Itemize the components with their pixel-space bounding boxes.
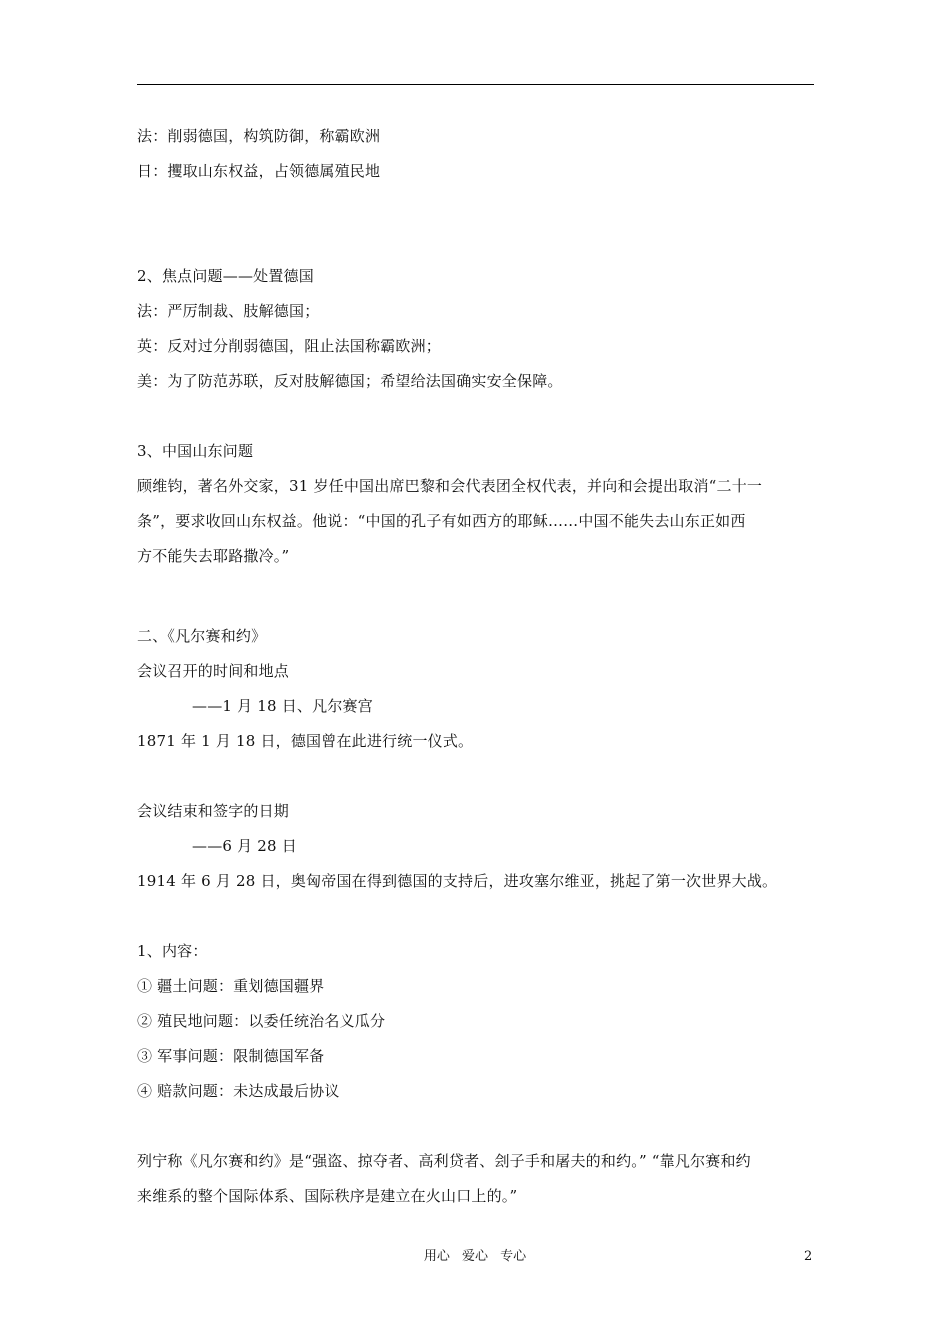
paragraph-line: 列宁称《凡尔赛和约》是“强盗、掠夺者、高利贷者、刽子手和屠夫的和约。” “靠凡尔赛和约 <box>137 1152 751 1170</box>
header-rule <box>137 84 814 85</box>
list-item: ② 殖民地问题：以委任统治名义瓜分 <box>137 1012 386 1030</box>
paragraph-line: 1871 年 1 月 18 日，德国曾在此进行统一仪式。 <box>137 732 474 750</box>
section-heading: 二、《凡尔赛和约》 <box>137 627 267 645</box>
section-heading: 2、焦点问题——处置德国 <box>137 267 314 285</box>
paragraph-line: 法：严厉制裁、肢解德国； <box>137 302 320 320</box>
paragraph-line: 方不能失去耶路撒冷。” <box>137 547 290 565</box>
section-heading: 3、中国山东问题 <box>137 442 254 460</box>
footer-slogan: 用心 爱心 专心 <box>423 1249 527 1264</box>
paragraph-line: 条”，要求收回山东权益。他说：“中国的孔子有如西方的耶稣……中国不能失去山东正如西 <box>137 512 746 530</box>
list-item: ③ 军事问题：限制德国军备 <box>137 1047 325 1065</box>
paragraph-line: 日：攫取山东权益，占领德属殖民地 <box>137 162 381 180</box>
paragraph-line: 美：为了防范苏联，反对肢解德国；希望给法国确实安全保障。 <box>137 372 563 390</box>
section-heading: 1、内容： <box>137 942 208 960</box>
paragraph-line: 顾维钧，著名外交家，31 岁任中国出席巴黎和会代表团全权代表，并向和会提出取消“二十一 <box>137 477 763 495</box>
paragraph-line: 会议结束和签字的日期 <box>137 802 290 820</box>
list-item: ① 疆土问题：重划德国疆界 <box>137 977 325 995</box>
list-item: ④ 赔款问题：未达成最后协议 <box>137 1082 340 1100</box>
paragraph-line: ——1 月 18 日、凡尔赛宫 <box>192 697 373 715</box>
paragraph-line: 会议召开的时间和地点 <box>137 662 290 680</box>
paragraph-line: 英：反对过分削弱德国，阻止法国称霸欧洲； <box>137 337 442 355</box>
paragraph-line: ——6 月 28 日 <box>192 837 297 855</box>
page-number: 2 <box>804 1249 813 1264</box>
paragraph-line: 法：削弱德国，构筑防御，称霸欧洲 <box>137 127 381 145</box>
paragraph-line: 1914 年 6 月 28 日，奥匈帝国在得到德国的支持后，进攻塞尔维亚，挑起了第一次世界大战。 <box>137 872 778 890</box>
paragraph-line: 来维系的整个国际体系、国际秩序是建立在火山口上的。” <box>137 1187 518 1205</box>
